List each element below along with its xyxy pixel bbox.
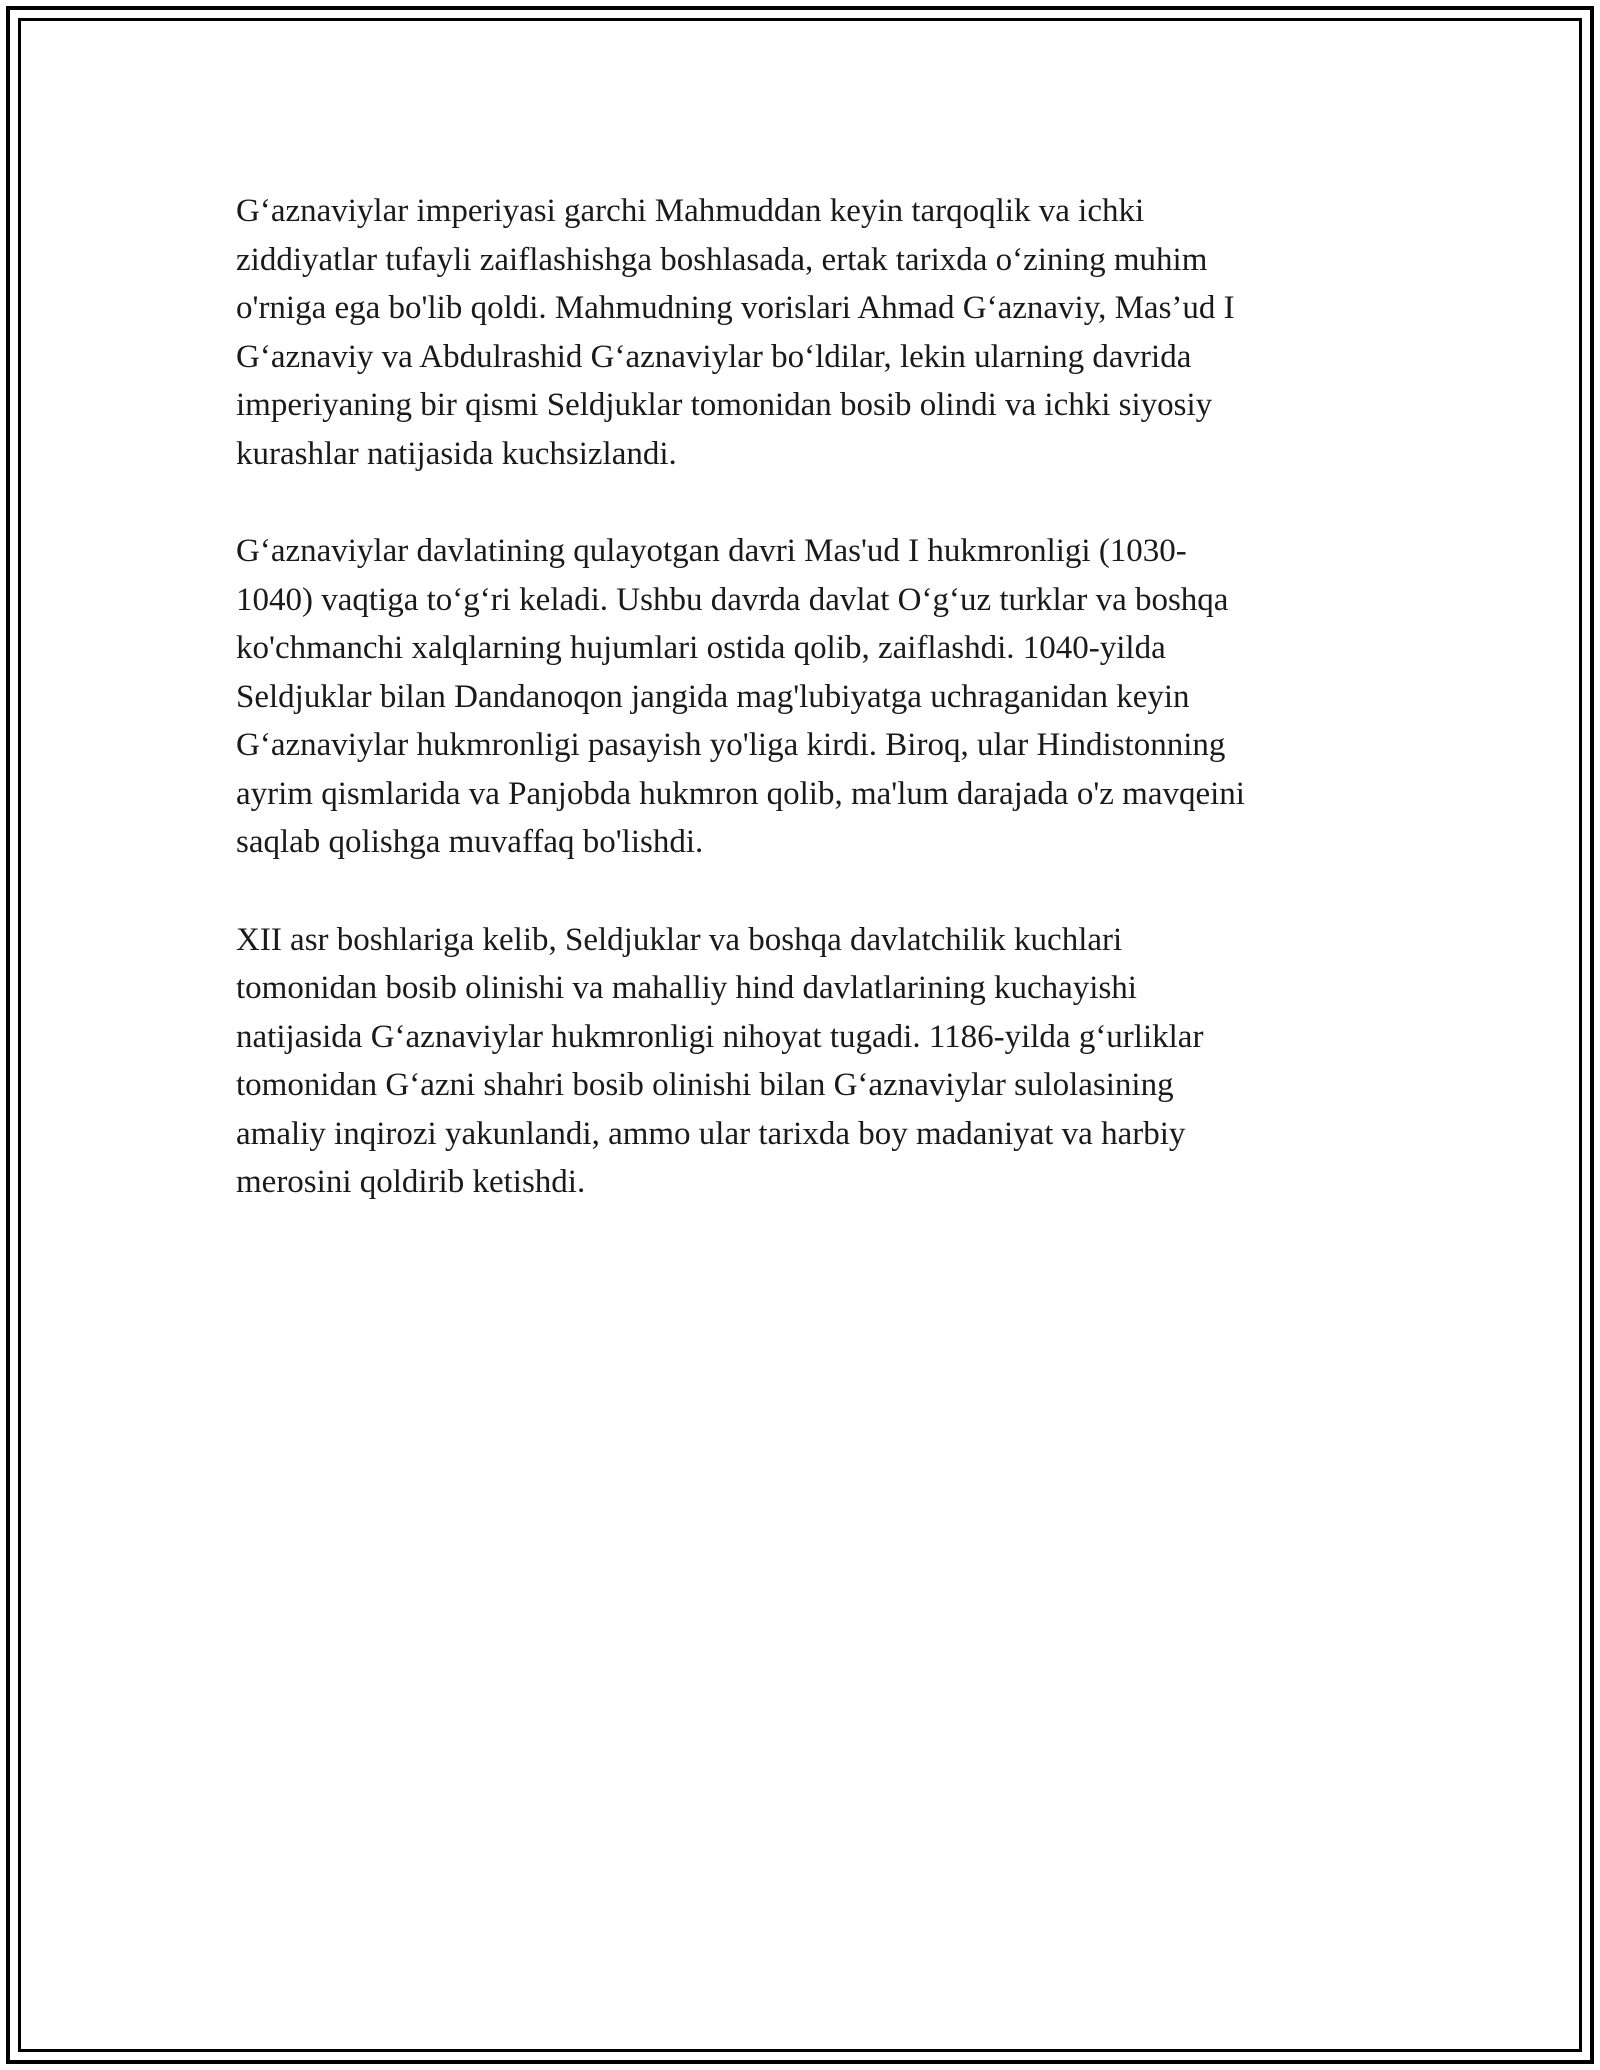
document-body [236, 187, 1366, 1256]
text-line: o'rniga ega bo'lib qoldi. Mahmudning vorislari Ahmad G‘aznaviy, Mas’ud I [236, 290, 1235, 326]
text-line: tomonidan bosib olinishi va mahalliy hind davlatlarining kuchayishi [236, 970, 1137, 1006]
text-line: saqlab qolishga muvaffaq bo'lishdi. [236, 824, 704, 860]
text-line: merosini qoldirib ketishdi. [236, 1164, 586, 1200]
text-line: imperiyaning bir qismi Seldjuklar tomonidan bosib olindi va ichki siyosiy [236, 387, 1213, 423]
paragraph-1 [236, 187, 1366, 478]
text-line: XII asr boshlariga kelib, Seldjuklar va boshqa davlatchilik kuchlari [236, 921, 1123, 958]
text-line: 1040) vaqtiga to‘g‘ri keladi. Ushbu davrda davlat O‘g‘uz turklar va boshqa [236, 581, 1229, 618]
text-line: amaliy inqirozi yakunlandi, ammo ular tarixda boy madaniyat va harbiy [236, 1115, 1186, 1152]
text-line: ayrim qismlarida va Panjobda hukmron qolib, ma'lum darajada o'z mavqeini [236, 775, 1245, 812]
text-line: G‘aznaviy va Abdulrashid G‘aznaviylar bo‘ldilar, lekin ularning davrida [236, 338, 1192, 375]
text-line: G‘aznaviylar imperiyasi garchi Mahmuddan keyin tarqoqlik va ichki [236, 193, 1145, 229]
text-line: tomonidan G‘azni shahri bosib olinishi bilan G‘aznaviylar sulolasining [236, 1067, 1174, 1103]
text-line: Seldjuklar bilan Dandanoqon jangida mag'lubiyatga uchraganidan keyin [236, 678, 1190, 715]
text-line: kurashlar natijasida kuchsizlandi. [236, 435, 677, 472]
paragraph-2 [236, 527, 1366, 867]
text-line: G‘aznaviylar davlatining qulayotgan davri Mas'ud I hukmronligi (1030- [236, 533, 1187, 569]
text-line: ziddiyatlar tufayli zaiflashishga boshlasada, ertak tarixda o‘zining muhim [236, 241, 1208, 278]
text-line: G‘aznaviylar hukmronligi pasayish yo'liga kirdi. Biroq, ular Hindistonning [236, 727, 1226, 763]
text-line: ko'chmanchi xalqlarning hujumlari ostida qolib, zaiflashdi. 1040-yilda [236, 630, 1166, 666]
text-line: natijasida G‘aznaviylar hukmronligi nihoyat tugadi. 1186-yilda g‘urliklar [236, 1018, 1204, 1055]
paragraph-3 [236, 916, 1366, 1207]
